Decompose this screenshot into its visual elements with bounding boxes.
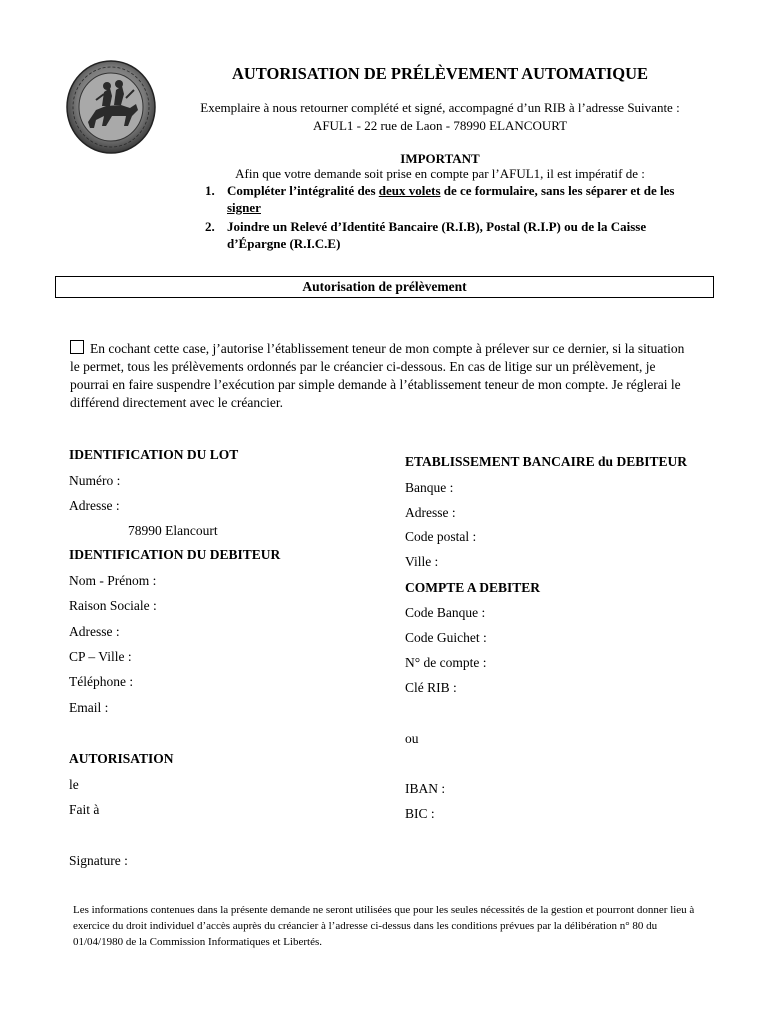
nom-prenom-field[interactable]: Nom - Prénom : [69,573,157,588]
document-title: AUTORISATION DE PRÉLÈVEMENT AUTOMATIQUE [231,64,649,83]
cp-ville-field[interactable]: CP – Ville : [69,649,132,664]
step-item [193,182,683,216]
section-title-box: Autorisation de prélèvement [55,276,714,298]
consent-paragraph [70,340,690,412]
numero-field[interactable]: Numéro : [69,473,121,488]
banque-ville-field[interactable]: Ville : [405,554,439,569]
step-number: 2. [205,219,215,234]
lot-city: 78990 Elancourt [128,523,218,538]
date-field[interactable]: le [69,777,79,792]
adresse-field[interactable]: Adresse : [69,498,120,513]
banque-field[interactable]: Banque : [405,480,454,495]
lot-heading: IDENTIFICATION DU LOT [69,447,239,462]
raison-sociale-field[interactable]: Raison Sociale : [69,598,157,613]
code-banque-field[interactable]: Code Banque : [405,605,486,620]
signature-field[interactable]: Signature : [69,853,128,868]
fait-a-field[interactable]: Fait à [69,802,100,817]
privacy-footer: Les informations contenues dans la présente demande ne seront utilisées que pour les seules nécessités de la gestion et pourront donner lieu à exercice du droit individuel d’accès auprès du créancier à l’adresse ci-dessus dans les conditions prévues par la délibération n° 80 du 01/04/1980 de la Commission Informatiques et Libertés. [73,904,695,948]
debiteur-heading: IDENTIFICATION DU DEBITEUR [69,547,281,562]
step-text: Compléter l’intégralité des deux volets de ce formulaire, sans les séparer et de les signer [227,183,675,215]
banque-heading: ETABLISSEMENT BANCAIRE du DEBITEUR [405,454,687,469]
banque-adresse-field[interactable]: Adresse : [405,505,456,520]
email-field[interactable]: Email : [69,700,109,715]
debiteur-adresse-field[interactable]: Adresse : [69,624,120,639]
templar-seal-logo [66,60,156,154]
code-postal-field[interactable]: Code postal : [405,529,477,544]
bic-field[interactable]: BIC : [405,806,435,821]
autorisation-heading: AUTORISATION [69,751,174,766]
cle-rib-field[interactable]: Clé RIB : [405,680,457,695]
important-steps-list [193,182,683,254]
code-guichet-field[interactable]: Code Guichet : [405,630,487,645]
step-item [193,218,683,252]
iban-field[interactable]: IBAN : [405,781,446,796]
numero-compte-field[interactable]: N° de compte : [405,655,487,670]
return-address: AFUL1 - 22 rue de Laon - 78990 ELANCOURT [312,118,568,133]
return-instructions: Exemplaire à nous retourner complété et signé, accompagné d’un RIB à l’adresse Suivante : [200,100,680,115]
important-intro: Afin que votre demande soit prise en compte par l’AFUL1, il est impératif de : [235,166,645,181]
step-text: Joindre un Relevé d’Identité Bancaire (R.I.B), Postal (R.I.P) ou de la Caisse d’Épargne (R.I.C.E) [227,219,647,251]
step-number: 1. [205,183,215,198]
consent-checkbox[interactable] [70,340,84,354]
telephone-field[interactable]: Téléphone : [69,674,134,689]
consent-text: En cochant cette case, j’autorise l’établissement teneur de mon compte à prélever sur ce dernier, si la situation le permet, tous les prélèvements ordonnés par le créancier ci-dessous. En cas de litige sur un prélèvement, je pourrai en faire suspendre l’exécution par simple demande à l’établissement teneur de mon compte. Je réglerai le différend directement avec le créancier. [70,341,685,410]
ou-separator: ou [405,731,419,746]
important-heading: IMPORTANT [400,151,480,166]
compte-heading: COMPTE A DEBITER [405,580,541,595]
